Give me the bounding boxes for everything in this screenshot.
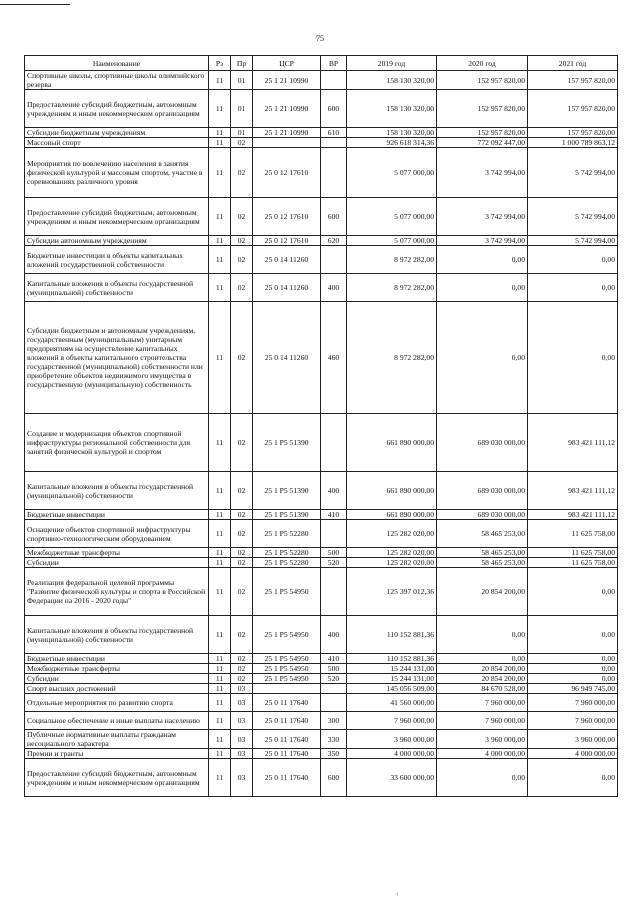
- cell-pr: 03: [231, 694, 253, 712]
- cell-2019: 125 282 020,00: [347, 558, 437, 568]
- cell-csr: 25 1 P5 51390: [253, 510, 321, 520]
- cell-2019: 110 152 881,36: [347, 616, 437, 654]
- cell-vr: [321, 568, 347, 616]
- cell-2019: 4 000 000,00: [347, 749, 437, 759]
- budget-table: [24, 55, 618, 797]
- cell-2021: 0,00: [528, 664, 618, 674]
- table-row: [25, 616, 618, 654]
- cell-csr: 25 1 P5 54950: [253, 674, 321, 684]
- cell-rz: 11: [209, 274, 231, 302]
- cell-pr: 02: [231, 274, 253, 302]
- cell-rz: 11: [209, 148, 231, 198]
- cell-name: Реализация федеральной целевой программы "Развитие физической культуры и спорта в Российской Федерации на 2016 - 2020 годы": [25, 568, 209, 616]
- table-row: [25, 568, 618, 616]
- cell-name: Отдельные мероприятия по развитию спорта: [25, 694, 209, 712]
- col-vr-header: ВР: [321, 56, 347, 71]
- cell-2020: 689 030 000,00: [437, 414, 528, 472]
- table-row: [25, 654, 618, 664]
- cell-csr: 25 0 11 17640: [253, 759, 321, 797]
- cell-2021: 157 957 820,00: [528, 128, 618, 138]
- cell-vr: 330: [321, 730, 347, 749]
- cell-2021: 1 000 789 863,12: [528, 138, 618, 148]
- cell-csr: 25 0 11 17640: [253, 694, 321, 712]
- cell-2019: 8 972 282,00: [347, 274, 437, 302]
- cell-name: Спорт высших достижений: [25, 684, 209, 694]
- cell-csr: 25 1 P5 52280: [253, 520, 321, 548]
- cell-name: Капитальные вложения в объекты государственной (муниципальной) собственности: [25, 472, 209, 510]
- cell-pr: 02: [231, 558, 253, 568]
- cell-csr: 25 0 12 17610: [253, 198, 321, 236]
- cell-2019: 145 056 509,00: [347, 684, 437, 694]
- cell-pr: 02: [231, 520, 253, 548]
- cell-csr: 25 1 P5 54950: [253, 654, 321, 664]
- cell-csr: 25 1 P5 54950: [253, 664, 321, 674]
- cell-2020: 0,00: [437, 759, 528, 797]
- cell-2021: 5 742 994,00: [528, 198, 618, 236]
- cell-2020: 3 960 000,00: [437, 730, 528, 749]
- cell-2020: 20 854 200,00: [437, 664, 528, 674]
- cell-vr: [321, 694, 347, 712]
- scan-mark: ·: [396, 890, 399, 899]
- cell-rz: 11: [209, 558, 231, 568]
- cell-rz: 11: [209, 674, 231, 684]
- cell-name: Оснащение объектов спортивной инфраструктуры спортивно-технологическим оборудованием: [25, 520, 209, 548]
- cell-vr: [321, 148, 347, 198]
- cell-vr: [321, 71, 347, 90]
- cell-csr: 25 1 P5 51390: [253, 414, 321, 472]
- cell-2021: 3 960 000,00: [528, 730, 618, 749]
- cell-pr: 03: [231, 684, 253, 694]
- cell-name: Бюджетные инвестиции: [25, 510, 209, 520]
- cell-2019: 158 130 320,00: [347, 71, 437, 90]
- page-number: 75: [316, 34, 324, 43]
- cell-2020: 20 854 200,00: [437, 568, 528, 616]
- cell-2021: 0,00: [528, 759, 618, 797]
- cell-rz: 11: [209, 302, 231, 414]
- cell-2020: 0,00: [437, 246, 528, 274]
- cell-csr: 25 1 21 10990: [253, 128, 321, 138]
- cell-2021: 983 421 111,12: [528, 472, 618, 510]
- cell-vr: 500: [321, 548, 347, 558]
- cell-csr: 25 1 P5 51390: [253, 472, 321, 510]
- cell-name: Бюджетные инвестиции: [25, 654, 209, 664]
- cell-2021: 4 000 000,00: [528, 749, 618, 759]
- cell-name: Создание и модернизация объектов спортивной инфраструктуры региональной собственности для занятий физической культурой и спортом: [25, 414, 209, 472]
- table-header: [25, 56, 618, 71]
- cell-rz: 11: [209, 138, 231, 148]
- cell-2020: 58 465 253,00: [437, 548, 528, 558]
- cell-pr: 02: [231, 472, 253, 510]
- cell-2020: 58 465 253,00: [437, 520, 528, 548]
- cell-2020: 7 960 000,00: [437, 694, 528, 712]
- table-row: [25, 730, 618, 749]
- cell-2021: 11 625 758,00: [528, 558, 618, 568]
- cell-2020: 3 742 994,00: [437, 148, 528, 198]
- cell-2020: 689 030 000,00: [437, 510, 528, 520]
- table-row: [25, 520, 618, 548]
- cell-2020: 84 670 528,00: [437, 684, 528, 694]
- cell-pr: 02: [231, 674, 253, 684]
- cell-name: Спортивные школы, спортивные школы олимпийского резерва: [25, 71, 209, 90]
- cell-name: Премии и гранты: [25, 749, 209, 759]
- cell-pr: 01: [231, 71, 253, 90]
- cell-rz: 11: [209, 712, 231, 730]
- cell-pr: 02: [231, 510, 253, 520]
- cell-csr: 25 0 11 17640: [253, 712, 321, 730]
- cell-name: Субсидии: [25, 558, 209, 568]
- cell-2021: 7 960 000,00: [528, 712, 618, 730]
- cell-2020: 152 957 820,00: [437, 90, 528, 128]
- cell-rz: 11: [209, 520, 231, 548]
- cell-2020: 0,00: [437, 616, 528, 654]
- cell-vr: 410: [321, 654, 347, 664]
- cell-2021: 0,00: [528, 616, 618, 654]
- cell-2021: 5 742 994,00: [528, 148, 618, 198]
- cell-vr: [321, 246, 347, 274]
- cell-2019: 33 600 000,00: [347, 759, 437, 797]
- cell-2021: 96 949 745,00: [528, 684, 618, 694]
- cell-rz: 11: [209, 246, 231, 274]
- table-row: [25, 236, 618, 246]
- cell-2020: 152 957 820,00: [437, 71, 528, 90]
- col-rz-header: Рз: [209, 56, 231, 71]
- cell-vr: [321, 414, 347, 472]
- cell-vr: 400: [321, 274, 347, 302]
- cell-pr: 03: [231, 730, 253, 749]
- cell-2020: 3 742 994,00: [437, 236, 528, 246]
- cell-2021: 5 742 994,00: [528, 236, 618, 246]
- cell-2021: 11 625 758,00: [528, 548, 618, 558]
- cell-csr: 25 0 12 17610: [253, 236, 321, 246]
- cell-2019: 926 618 314,36: [347, 138, 437, 148]
- cell-pr: 02: [231, 246, 253, 274]
- cell-pr: 01: [231, 90, 253, 128]
- table-row: [25, 90, 618, 128]
- table-row: [25, 510, 618, 520]
- cell-rz: 11: [209, 654, 231, 664]
- cell-2019: 158 130 320,00: [347, 90, 437, 128]
- cell-rz: 11: [209, 90, 231, 128]
- table-row: [25, 684, 618, 694]
- cell-2021: 0,00: [528, 674, 618, 684]
- cell-vr: 520: [321, 674, 347, 684]
- cell-2019: 661 890 000,00: [347, 510, 437, 520]
- cell-2019: 8 972 282,00: [347, 302, 437, 414]
- cell-name: Мероприятия по вовлечению населения в занятия физической культурой и массовым спортом, участие в соревнованиях различного уровня: [25, 148, 209, 198]
- cell-csr: 25 1 P5 54950: [253, 616, 321, 654]
- cell-name: Предоставление субсидий бюджетным, автономным учреждениям и иным некоммерческим организациям: [25, 759, 209, 797]
- table-row: [25, 664, 618, 674]
- table-row: [25, 128, 618, 138]
- cell-name: Массовый спорт: [25, 138, 209, 148]
- cell-2020: 0,00: [437, 274, 528, 302]
- cell-name: Предоставление субсидий бюджетным, автономным учреждениям и иным некоммерческим организациям: [25, 90, 209, 128]
- cell-2020: 0,00: [437, 654, 528, 664]
- cell-pr: 02: [231, 148, 253, 198]
- cell-2020: 58 465 253,00: [437, 558, 528, 568]
- cell-vr: 620: [321, 236, 347, 246]
- cell-2020: 152 957 820,00: [437, 128, 528, 138]
- cell-pr: 03: [231, 712, 253, 730]
- cell-vr: 400: [321, 616, 347, 654]
- cell-csr: 25 0 14 11260: [253, 302, 321, 414]
- cell-2020: 772 092 447,00: [437, 138, 528, 148]
- table-row: [25, 148, 618, 198]
- cell-rz: 11: [209, 616, 231, 654]
- cell-2019: 5 077 000,00: [347, 236, 437, 246]
- cell-name: Бюджетные инвестиции в объекты капитальных вложений государственной собственности: [25, 246, 209, 274]
- cell-pr: 03: [231, 749, 253, 759]
- table-row: [25, 674, 618, 684]
- cell-name: Капитальные вложения в объекты государственной (муниципальной) собственности: [25, 616, 209, 654]
- cell-2021: 0,00: [528, 654, 618, 664]
- cell-rz: 11: [209, 730, 231, 749]
- cell-rz: 11: [209, 548, 231, 558]
- cell-2021: 0,00: [528, 274, 618, 302]
- cell-vr: 460: [321, 302, 347, 414]
- table-row: [25, 749, 618, 759]
- cell-vr: 300: [321, 712, 347, 730]
- cell-rz: 11: [209, 664, 231, 674]
- cell-pr: 02: [231, 654, 253, 664]
- col-2020-header: 2020 год: [437, 56, 528, 71]
- col-csr-header: ЦСР: [253, 56, 321, 71]
- table-row: [25, 548, 618, 558]
- col-name-header: Наименование: [25, 56, 209, 71]
- table-row: [25, 71, 618, 90]
- cell-2021: 7 960 000,00: [528, 694, 618, 712]
- table-row: [25, 694, 618, 712]
- cell-2019: 15 244 131,00: [347, 664, 437, 674]
- cell-2019: 125 397 012,36: [347, 568, 437, 616]
- cell-vr: 520: [321, 558, 347, 568]
- cell-vr: 600: [321, 759, 347, 797]
- table-row: [25, 558, 618, 568]
- col-2019-header: 2019 год: [347, 56, 437, 71]
- top-rule: [0, 4, 70, 5]
- table-row: [25, 246, 618, 274]
- table-row: [25, 414, 618, 472]
- cell-rz: 11: [209, 568, 231, 616]
- cell-2020: 0,00: [437, 302, 528, 414]
- cell-vr: [321, 520, 347, 548]
- cell-vr: 500: [321, 664, 347, 674]
- cell-rz: 11: [209, 684, 231, 694]
- cell-csr: 25 0 11 17640: [253, 730, 321, 749]
- cell-name: Публичные нормативные выплаты гражданам несоциального характера: [25, 730, 209, 749]
- cell-2019: 15 244 131,00: [347, 674, 437, 684]
- cell-rz: 11: [209, 759, 231, 797]
- cell-pr: 01: [231, 128, 253, 138]
- cell-2020: 7 960 000,00: [437, 712, 528, 730]
- cell-2019: 158 130 320,00: [347, 128, 437, 138]
- table-row: [25, 138, 618, 148]
- cell-name: Субсидии бюджетным и автономным учреждениям, государственным (муниципальным) унитарным предприятиям на осуществление капитальных вложений в объекты капитального строительства государственной (муниципальной) собственности или приобретение объектов недвижимого имущества в государственную (муниципальную) собственность: [25, 302, 209, 414]
- cell-csr: 25 0 14 11260: [253, 274, 321, 302]
- cell-2019: 41 560 000,00: [347, 694, 437, 712]
- cell-vr: 610: [321, 128, 347, 138]
- cell-csr: 25 0 11 17640: [253, 749, 321, 759]
- cell-pr: 02: [231, 236, 253, 246]
- cell-rz: 11: [209, 694, 231, 712]
- cell-2019: 5 077 000,00: [347, 148, 437, 198]
- cell-csr: 25 1 P5 54950: [253, 568, 321, 616]
- cell-pr: 03: [231, 759, 253, 797]
- table-row: [25, 274, 618, 302]
- cell-csr: [253, 684, 321, 694]
- table-row: [25, 198, 618, 236]
- table-row: [25, 472, 618, 510]
- cell-2020: 689 030 000,00: [437, 472, 528, 510]
- cell-csr: 25 1 21 10990: [253, 90, 321, 128]
- cell-csr: 25 1 21 10990: [253, 71, 321, 90]
- cell-csr: 25 0 14 11260: [253, 246, 321, 274]
- cell-2021: 0,00: [528, 302, 618, 414]
- cell-csr: [253, 138, 321, 148]
- cell-csr: 25 1 P5 52280: [253, 548, 321, 558]
- cell-rz: 11: [209, 236, 231, 246]
- cell-2021: 11 625 758,00: [528, 520, 618, 548]
- cell-2019: 7 960 000,00: [347, 712, 437, 730]
- cell-2019: 661 890 000,00: [347, 472, 437, 510]
- cell-pr: 02: [231, 664, 253, 674]
- cell-vr: 600: [321, 90, 347, 128]
- cell-csr: 25 1 P5 52280: [253, 558, 321, 568]
- table-row: [25, 759, 618, 797]
- cell-pr: 02: [231, 138, 253, 148]
- cell-vr: 400: [321, 472, 347, 510]
- cell-2021: 0,00: [528, 568, 618, 616]
- cell-pr: 02: [231, 616, 253, 654]
- cell-pr: 02: [231, 548, 253, 558]
- table-row: [25, 712, 618, 730]
- cell-name: Межбюджетные трансферты: [25, 548, 209, 558]
- cell-rz: 11: [209, 71, 231, 90]
- cell-2019: 110 152 881,36: [347, 654, 437, 664]
- cell-2019: 125 282 020,00: [347, 520, 437, 548]
- cell-rz: 11: [209, 510, 231, 520]
- cell-name: Субсидии автономным учреждениям: [25, 236, 209, 246]
- cell-pr: 02: [231, 568, 253, 616]
- cell-2021: 0,00: [528, 246, 618, 274]
- table-body: [25, 71, 618, 797]
- cell-rz: 11: [209, 128, 231, 138]
- cell-name: Капитальные вложения в объекты государственной (муниципальной) собственности: [25, 274, 209, 302]
- cell-2021: 983 421 111,12: [528, 414, 618, 472]
- cell-rz: 11: [209, 414, 231, 472]
- cell-pr: 02: [231, 302, 253, 414]
- cell-2019: 661 890 000,00: [347, 414, 437, 472]
- cell-rz: 11: [209, 198, 231, 236]
- cell-2019: 5 077 000,00: [347, 198, 437, 236]
- cell-name: Субсидии бюджетным учреждениям: [25, 128, 209, 138]
- cell-pr: 02: [231, 198, 253, 236]
- cell-name: Межбюджетные трансферты: [25, 664, 209, 674]
- cell-vr: [321, 684, 347, 694]
- cell-2019: 8 972 282,00: [347, 246, 437, 274]
- cell-2019: 3 960 000,00: [347, 730, 437, 749]
- cell-2021: 157 957 820,00: [528, 90, 618, 128]
- col-pr-header: Пр: [231, 56, 253, 71]
- cell-pr: 02: [231, 414, 253, 472]
- cell-name: Субсидии: [25, 674, 209, 684]
- cell-rz: 11: [209, 472, 231, 510]
- cell-2020: 3 742 994,00: [437, 198, 528, 236]
- cell-vr: 410: [321, 510, 347, 520]
- table-row: [25, 302, 618, 414]
- cell-2020: 4 000 000,00: [437, 749, 528, 759]
- cell-name: Предоставление субсидий бюджетным, автономным учреждениям и иным некоммерческим организациям: [25, 198, 209, 236]
- cell-vr: [321, 138, 347, 148]
- col-2021-header: 2021 год: [528, 56, 618, 71]
- cell-vr: 350: [321, 749, 347, 759]
- cell-2019: 125 282 020,00: [347, 548, 437, 558]
- cell-2020: 20 854 200,00: [437, 674, 528, 684]
- cell-2021: 157 957 820,00: [528, 71, 618, 90]
- cell-2021: 983 421 111,12: [528, 510, 618, 520]
- cell-rz: 11: [209, 749, 231, 759]
- cell-name: Социальное обеспечение и иные выплаты населению: [25, 712, 209, 730]
- cell-csr: 25 0 12 17610: [253, 148, 321, 198]
- cell-vr: 600: [321, 198, 347, 236]
